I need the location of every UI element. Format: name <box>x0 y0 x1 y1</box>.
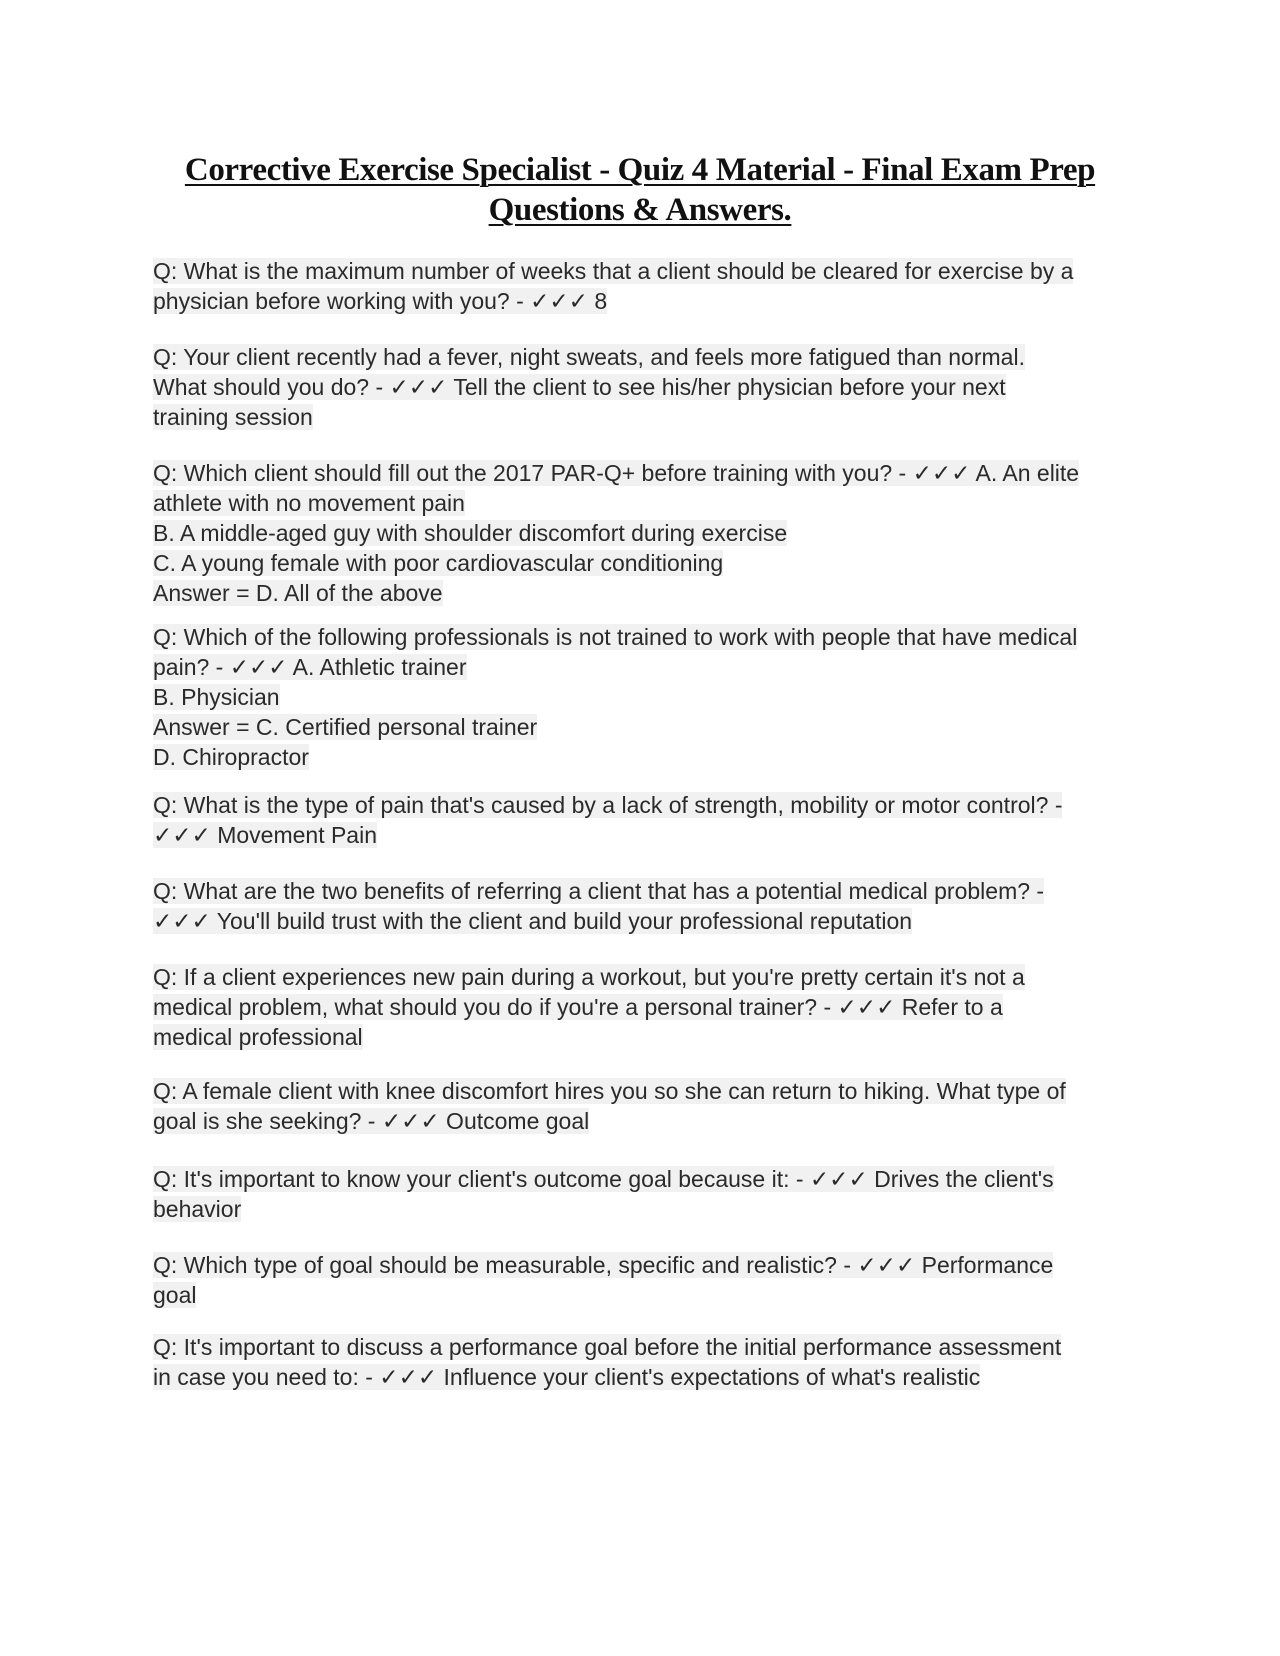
qa-item <box>153 342 1025 432</box>
qa-item <box>153 458 1079 608</box>
qa-line <box>153 286 1073 316</box>
qa-line <box>153 820 1062 850</box>
qa-line-text: D. Chiropractor <box>153 744 309 770</box>
qa-line <box>153 1164 1054 1194</box>
qa-line-text: Q: Which client should fill out the 2017 PAR-Q+ before training with you? - ✓✓✓ A. An elite <box>153 460 1080 486</box>
qa-line-text: Q: Which of the following professionals is not trained to work with people that have medical <box>153 624 1078 650</box>
qa-line-text: Answer = C. Certified personal trainer <box>153 714 538 740</box>
qa-line <box>153 1076 1066 1106</box>
qa-line <box>153 402 1025 432</box>
qa-line <box>153 1280 1053 1310</box>
qa-line <box>153 742 1077 772</box>
qa-line <box>153 458 1079 488</box>
qa-line <box>153 1362 1061 1392</box>
qa-line <box>153 992 1025 1022</box>
qa-line-text: training session <box>153 404 313 430</box>
qa-line <box>153 578 1079 608</box>
qa-item <box>153 256 1073 316</box>
qa-line-text: medical problem, what should you do if you're a personal trainer? - ✓✓✓ Refer to a <box>153 994 1003 1020</box>
qa-item <box>153 790 1062 850</box>
qa-line-text: Q: A female client with knee discomfort hires you so she can return to hiking. What type of <box>153 1078 1066 1104</box>
qa-line-text: behavior <box>153 1196 242 1222</box>
qa-line-text: Q: Your client recently had a fever, night sweats, and feels more fatigued than normal. <box>153 344 1025 370</box>
qa-line <box>153 548 1079 578</box>
qa-line <box>153 876 1044 906</box>
qa-line-text: physician before working with you? - ✓✓✓ 8 <box>153 288 608 314</box>
qa-line-text: Q: It's important to discuss a performance goal before the initial performance assessment <box>153 1334 1062 1360</box>
qa-line <box>153 1106 1066 1136</box>
qa-line-text: Q: What is the type of pain that's caused by a lack of strength, mobility or motor control? - <box>153 792 1063 818</box>
qa-line <box>153 372 1025 402</box>
title-line-1: Corrective Exercise Specialist - Quiz 4 Material - Final Exam Prep <box>184 152 1096 188</box>
title-line-2: Questions & Answers. <box>488 192 792 228</box>
qa-line-text: Q: If a client experiences new pain during a workout, but you're pretty certain it's not a <box>153 964 1025 990</box>
qa-line <box>153 488 1079 518</box>
qa-line-text: pain? - ✓✓✓ A. Athletic trainer <box>153 654 467 680</box>
qa-line-text: medical professional <box>153 1024 363 1050</box>
qa-line <box>153 1194 1054 1224</box>
qa-line <box>153 342 1025 372</box>
qa-line-text: Q: What is the maximum number of weeks that a client should be cleared for exercise by a <box>153 258 1074 284</box>
qa-line-text: B. Physician <box>153 684 280 710</box>
qa-line-text: Q: Which type of goal should be measurable, specific and realistic? - ✓✓✓ Performance <box>153 1252 1054 1278</box>
qa-line-text: What should you do? - ✓✓✓ Tell the client to see his/her physician before your next <box>153 374 1006 400</box>
qa-line <box>153 1022 1025 1052</box>
qa-line <box>153 622 1077 652</box>
qa-line-text: Q: It's important to know your client's outcome goal because it: - ✓✓✓ Drives the client's <box>153 1166 1054 1192</box>
qa-line <box>153 256 1073 286</box>
page-title <box>150 150 1130 230</box>
qa-line-text: Answer = D. All of the above <box>153 580 443 606</box>
qa-line-text: goal is she seeking? - ✓✓✓ Outcome goal <box>153 1108 590 1134</box>
qa-item <box>153 1164 1054 1224</box>
qa-item <box>153 1332 1061 1392</box>
qa-line <box>153 1250 1053 1280</box>
qa-line <box>153 682 1077 712</box>
qa-line-text: in case you need to: - ✓✓✓ Influence your client's expectations of what's realistic <box>153 1364 981 1390</box>
qa-item <box>153 876 1044 936</box>
qa-line <box>153 906 1044 936</box>
qa-line-text: Q: What are the two benefits of referring a client that has a potential medical problem? - <box>153 878 1045 904</box>
qa-line-text: athlete with no movement pain <box>153 490 465 516</box>
qa-line <box>153 712 1077 742</box>
qa-line <box>153 1332 1061 1362</box>
qa-item <box>153 1076 1066 1136</box>
qa-line-text: C. A young female with poor cardiovascular conditioning <box>153 550 724 576</box>
qa-line <box>153 652 1077 682</box>
qa-item <box>153 1250 1053 1310</box>
qa-line-text: goal <box>153 1282 197 1308</box>
qa-item <box>153 962 1025 1052</box>
qa-line <box>153 790 1062 820</box>
qa-line <box>153 518 1079 548</box>
qa-line <box>153 962 1025 992</box>
qa-line-text: ✓✓✓ You'll build trust with the client and build your professional reputation <box>153 908 913 934</box>
qa-line-text: B. A middle-aged guy with shoulder discomfort during exercise <box>153 520 788 546</box>
qa-item <box>153 622 1077 772</box>
qa-line-text: ✓✓✓ Movement Pain <box>153 822 378 848</box>
